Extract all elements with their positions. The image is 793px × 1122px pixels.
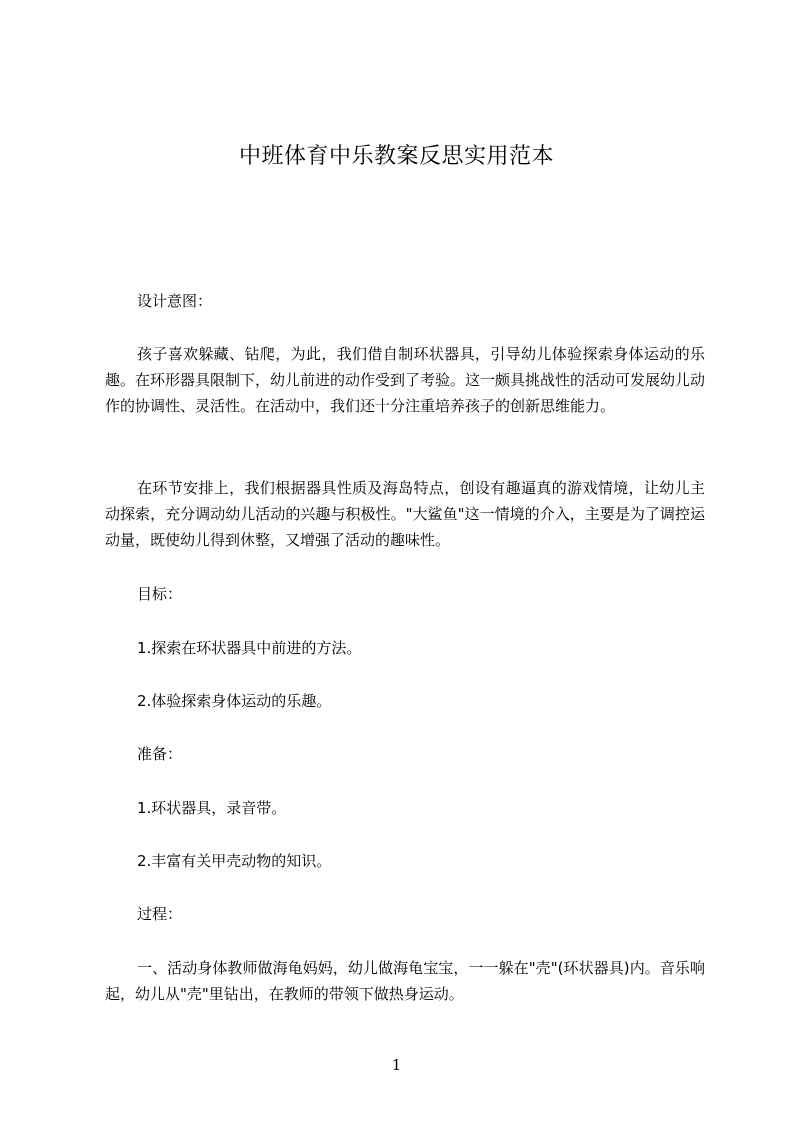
design-intent-paragraph-2: 在环节安排上，我们根据器具性质及海岛特点，创设有趣逼真的游戏情境，让幼儿主动探索，充分调动幼儿活动的兴趣与积极性。"大鲨鱼"这一情境的介入，主要是为了调控运动量，既使幼儿得到休整，又增强了活动的趣味性。 — [105, 479, 705, 549]
design-intent-paragraph-1: 孩子喜欢躲藏、钻爬，为此，我们借自制环状器具，引导幼儿体验探索身体运动的乐趣。在环形器具限制下，幼儿前进的动作受到了考验。这一颇具挑战性的活动可发展幼儿动作的协调性、灵活性。在活动中，我们还十分注重培养孩子的创新思维能力。 — [105, 345, 706, 415]
document-title: 中班体育中乐教案反思实用范本 — [238, 144, 554, 169]
process-heading: 过程： — [137, 905, 183, 923]
goal-item-1: 1.探索在环状器具中前进的方法。 — [137, 639, 362, 657]
page-number: 1 — [391, 1056, 402, 1074]
process-step-1: 一、活动身体教师做海龟妈妈，幼儿做海龟宝宝，一一躲在"壳"(环状器具)内。音乐响起，幼儿从"壳"里钻出，在教师的带领下做热身运动。 — [105, 959, 705, 1003]
preparation-item-1: 1.环状器具，录音带。 — [137, 799, 287, 817]
goals-heading: 目标： — [137, 585, 183, 603]
preparation-heading: 准备： — [137, 745, 183, 763]
preparation-item-2: 2.丰富有关甲壳动物的知识。 — [137, 852, 332, 870]
design-intent-heading: 设计意图： — [137, 292, 213, 310]
goal-item-2: 2.体验探索身体运动的乐趣。 — [137, 692, 332, 710]
